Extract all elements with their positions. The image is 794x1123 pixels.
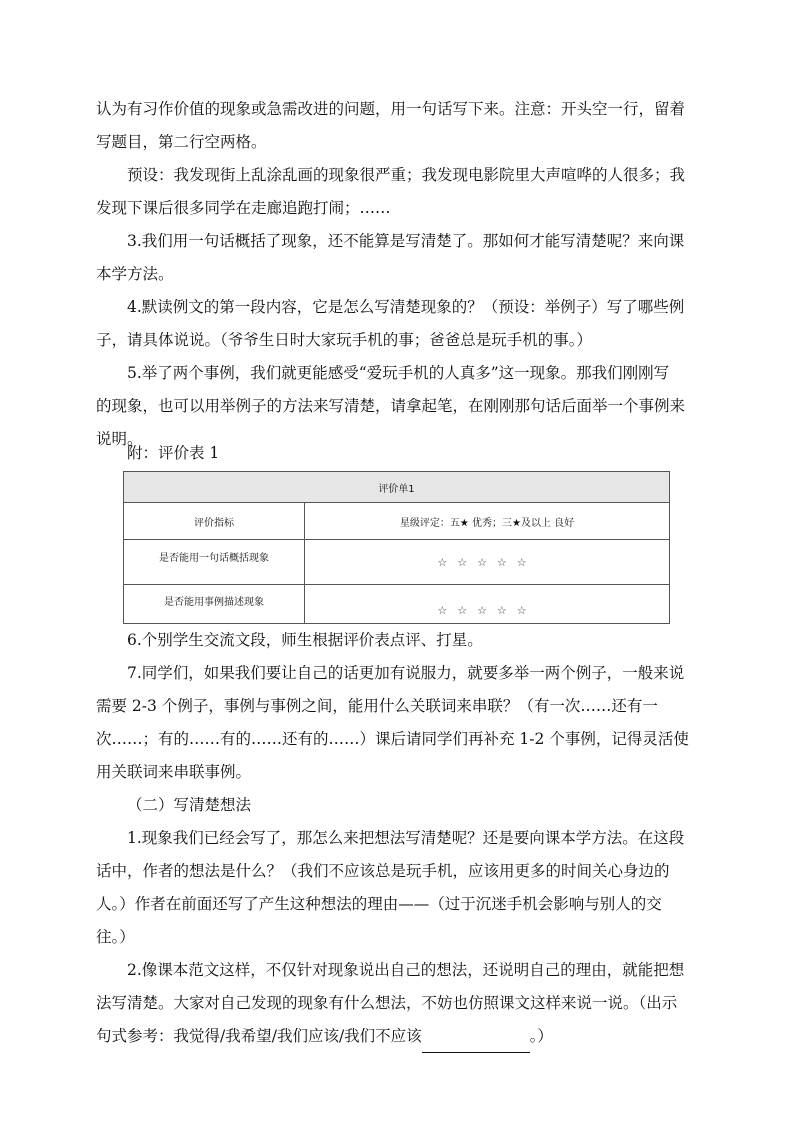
text-line: 本学方法。 <box>96 265 174 283</box>
paragraph-step-7 <box>96 657 702 789</box>
paragraph-thought-2 <box>96 954 702 1053</box>
fill-in-blank <box>422 1036 530 1053</box>
appendix-label: 附：评价表 1 <box>127 444 220 462</box>
text-line: 子，请具体说说。（爷爷生日时大家玩手机的事；爸爸总是玩手机的事。） <box>96 331 593 349</box>
section-title: （二）写清楚想法 <box>127 796 252 814</box>
text-line: 需要 2-3 个例子，事例与事例之间，能用什么关联词来串联？（有一次……还有一 <box>96 697 658 715</box>
closing-punctuation: 。） <box>529 1027 553 1045</box>
paragraph-intro <box>96 93 702 159</box>
text-line: 的现象，也可以用举例子的方法来写清楚，请拿起笔，在刚刚那句话后面举一个事例来 <box>96 397 686 415</box>
text-line: 6.个别学生交流文段，师生根据评价表点评、打星。 <box>127 631 483 649</box>
text-line: 5.举了两个事例，我们就更能感受“爱玩手机的人真多”这一现象。那我们刚刚写 <box>127 364 670 382</box>
text-line: 用关联词来串联事例。 <box>96 763 252 781</box>
text-line: 4.默读例文的第一段内容，它是怎么写清楚现象的？（预设：举例子）写了哪些例 <box>127 298 685 316</box>
text-line: 认为有习作价值的现象或急需改进的问题，用一句话写下来。注意：开头空一行，留着 <box>96 100 686 118</box>
text-line: 7.同学们，如果我们要让自己的话更加有说服力，就要多举一两个例子，一般来说 <box>127 664 685 682</box>
header-criterion: 评价指标 <box>124 503 305 539</box>
text-line: 人。）作者在前面还写了产生这种想法的理由——（过于沉迷手机会影响与别人的交 <box>96 895 662 913</box>
text-line: 话中，作者的想法是什么？（我们不应该总是玩手机，应该用更多的时间关心身边的 <box>96 862 670 880</box>
header-rating: 星级评定：五★ 优秀；三★及以上 良好 <box>399 517 575 529</box>
paragraph-step-3 <box>96 225 702 291</box>
criterion-cell: 是否能用一句话概括现象 <box>124 540 305 584</box>
table-row <box>124 540 669 585</box>
table-row <box>124 585 669 623</box>
star-rating: ☆☆☆☆☆ <box>437 555 537 569</box>
table-title: 评价单1 <box>124 472 669 503</box>
paragraph-thought-1 <box>96 822 702 954</box>
paragraph-step-4 <box>96 291 702 357</box>
paragraph-appendix <box>96 437 702 470</box>
text-line: 往。） <box>96 928 135 946</box>
text-line: 次……；有的……有的……还有的……）课后请同学们再补充 1-2 个事例，记得灵活使 <box>96 730 689 748</box>
sentence-pattern-prompt: 句式参考：我觉得/我希望/我们应该/我们不应该 <box>96 1027 422 1045</box>
text-line: 1.现象我们已经会写了，那怎么来把想法写清楚呢？还是要向课本学方法。在这段 <box>127 829 685 847</box>
text-line: 预设：我发现街上乱涂乱画的现象很严重；我发现电影院里大声喧哗的人很多；我 <box>127 166 686 184</box>
text-line: 3.我们用一句话概括了现象，还不能算是写清楚了。那如何才能写清楚呢？来向课 <box>127 232 685 250</box>
evaluation-table <box>123 471 670 624</box>
criterion-cell: 是否能用事例描述现象 <box>124 585 305 623</box>
text-line: 写题目，第二行空两格。 <box>96 133 267 151</box>
section-heading <box>96 789 702 822</box>
text-line: 说明。 <box>96 430 143 448</box>
text-line: 发现下课后很多同学在走廊追跑打闹；…… <box>96 199 391 217</box>
table-header-row <box>124 503 669 540</box>
paragraph-preset <box>96 159 702 225</box>
text-line-with-blank <box>96 1020 702 1053</box>
text-line: 法写清楚。大家对自己发现的现象有什么想法，不妨也仿照课文这样来说一说。（出示 <box>96 994 678 1012</box>
star-rating: ☆☆☆☆☆ <box>437 604 537 617</box>
paragraph-step-6 <box>96 624 702 657</box>
text-line: 2.像课本范文这样，不仅针对现象说出自己的想法，还说明自己的理由，就能把想 <box>127 961 685 979</box>
